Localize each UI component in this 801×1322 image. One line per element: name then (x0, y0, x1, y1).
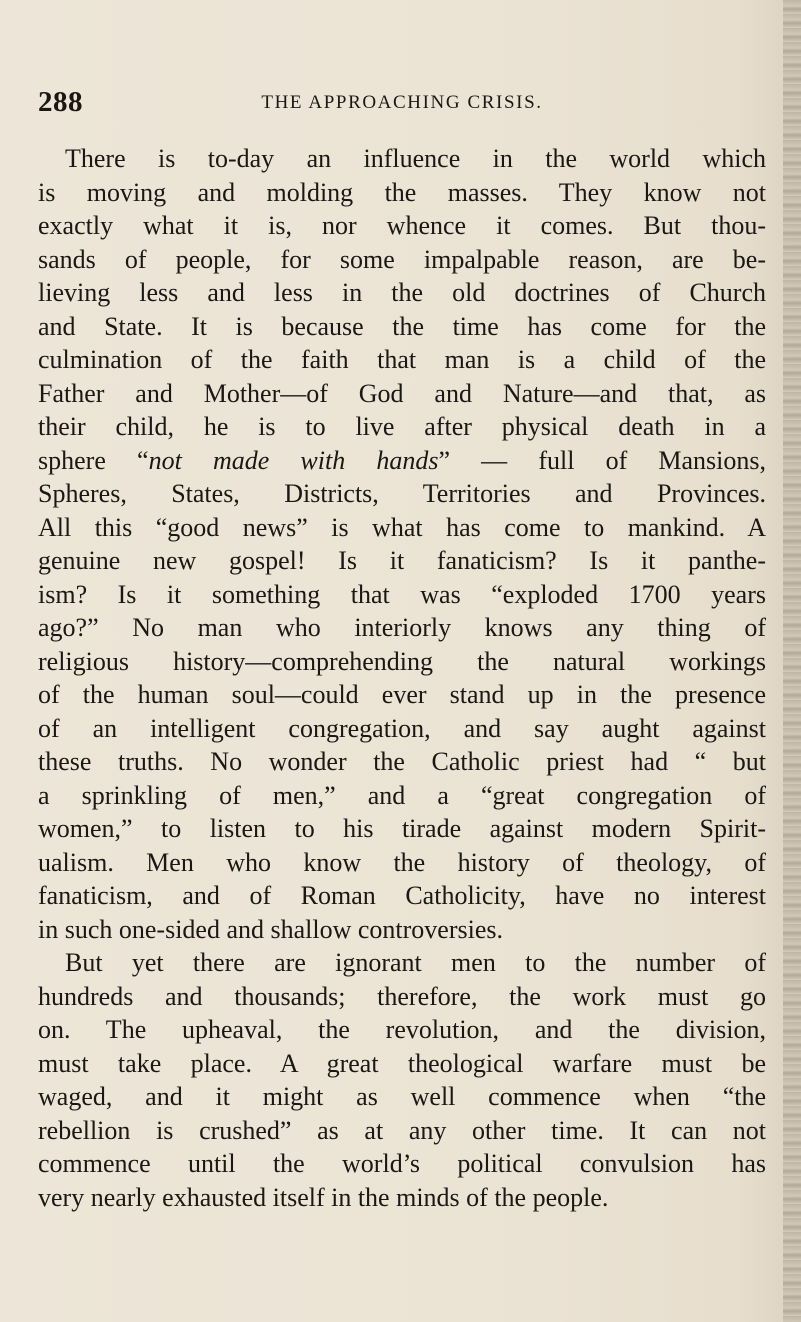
text-line: fanaticism, and of Roman Catholicity, have no interest (38, 881, 766, 910)
running-head: THE APPROACHING CRISIS. (261, 92, 543, 113)
text-line: lieving less and less in the old doctrines of Church (38, 278, 766, 307)
text-line: There is to-day an influence in the world which (65, 144, 766, 173)
text-line: must take place. A great theological warfare must be (38, 1048, 766, 1078)
text-line: a sprinkling of men,” and a “great congregation of (38, 780, 766, 810)
text-line: ism? Is it something that was “exploded 1700 years (38, 579, 766, 609)
page-number: 288 (38, 86, 83, 118)
page-edge-shadow (783, 0, 801, 1322)
text-line: these truths. No wonder the Catholic priest had “ but (38, 747, 766, 776)
paragraph (38, 946, 766, 1214)
text-line: All this “good news” is what has come to mankind. A (38, 512, 766, 542)
text-line: of the human soul—could ever stand up in the presence (38, 680, 766, 709)
text-line: women,” to listen to his tirade against modern Spirit- (38, 814, 766, 843)
text-line: religious history—comprehending the natural workings (38, 646, 766, 676)
text-line: and State. It is because the time has come for the (38, 311, 766, 341)
text-line: Father and Mother—of God and Nature—and that, as (38, 378, 766, 408)
text-line: waged, and it might as well commence when “the (38, 1082, 766, 1111)
body-text (38, 142, 766, 1214)
text-segment: ” — full of Mansions, (438, 445, 766, 475)
italic-phrase: not made with hands (148, 445, 439, 475)
text-line: ualism. Men who know the history of theology, of (38, 847, 766, 877)
text-line: commence until the world’s political convulsion has (38, 1149, 766, 1178)
text-line: exactly what it is, nor whence it comes. But thou- (38, 211, 766, 240)
text-line: hundreds and thousands; therefore, the work must go (38, 981, 766, 1011)
text-line: of an intelligent congregation, and say aught against (38, 713, 766, 743)
text-line: sands of people, for some impalpable reason, are be- (38, 244, 766, 274)
text-line: But yet there are ignorant men to the number of (65, 948, 766, 977)
paragraph (38, 142, 766, 946)
page-header (38, 86, 766, 116)
text-line: ago?” No man who interiorly knows any thing of (38, 613, 766, 642)
text-line-with-italic (38, 444, 766, 478)
text-line: culmination of the faith that man is a child of the (38, 345, 766, 374)
text-line: genuine new gospel! Is it fanaticism? Is it panthe- (38, 546, 766, 575)
text-line: in such one-sided and shallow controversies. (38, 914, 504, 944)
text-segment: sphere “ (38, 445, 149, 475)
text-line: is moving and molding the masses. They know not (38, 177, 766, 207)
text-line: Spheres, States, Districts, Territories and Provinces. (38, 479, 766, 508)
text-line: their child, he is to live after physical death in a (38, 412, 766, 441)
text-line: rebellion is crushed” as at any other time. It can not (38, 1115, 766, 1145)
text-line: very nearly exhausted itself in the minds of the people. (38, 1182, 609, 1212)
text-line: on. The upheaval, the revolution, and the division, (38, 1015, 766, 1044)
